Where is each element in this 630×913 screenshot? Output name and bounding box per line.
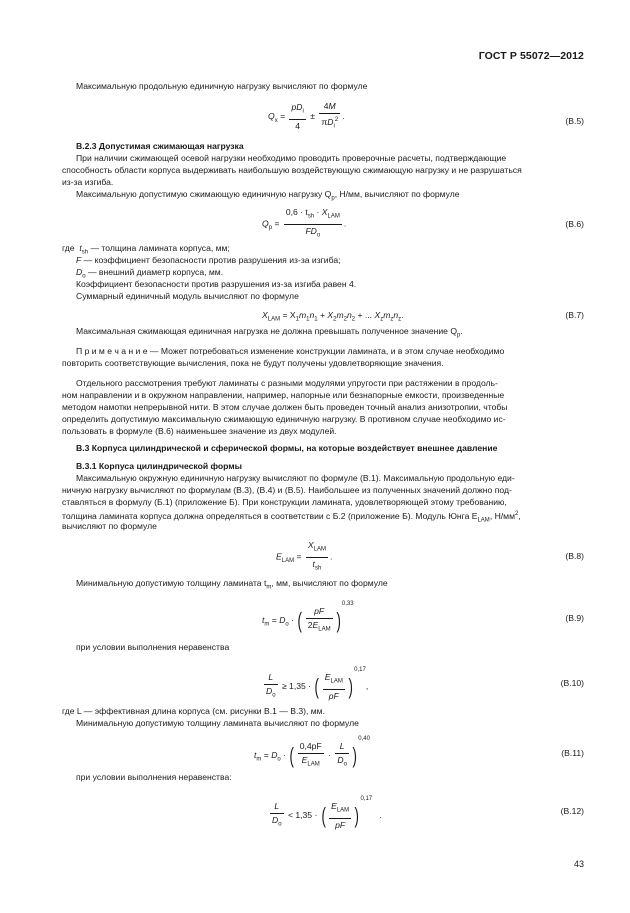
section-heading: В.2.3 Допустимая сжимающая нагрузка [76,141,244,151]
paragraph-text: ном направлении и в окружном направлении, например, напорные или безнапорные емкости, произведенные [62,390,505,400]
page-number: 43 [573,859,584,869]
definition-line: $D_o$ — внешний диаметр корпуса, мм. [76,267,224,280]
formula-b6: $Q_p$ = $0,6 \cdot t_{sh} \cdot X_{LAM}$ $FD_o$ . [262,207,347,239]
formula-b9: $t_m = D_o$ · ( pF $2E_{LAM}$ )$^{0,33}$ [262,601,354,633]
formula-b5: $Q_x$ = $pD_i$ 4 ± 4M $\pi D_i^2$ . [268,101,345,131]
paragraph-text: Суммарный единичный модуль вычисляют по формуле [76,291,299,301]
paragraph-text: Отдельного рассмотрения требуют ламинаты с разными модулями упругости при растяжении в продоль- [76,378,498,388]
note-text: повторить соответствующие вычисления, пока не будут получены удовлетворяющие значения. [62,358,444,368]
equation-number: (В.7) [565,310,584,320]
formula-b7: $X_{LAM} = X_1m_1n_1 + X_2m_2n_2$ + ... $X_zm_zn_z$. [262,310,404,323]
formula-b11: $t_m = D_o$ · ( 0,4pF $E_{LAM}$ · $\frac{L}{D_o}$ )$^{0,40}$ [254,736,370,768]
paragraph-text: Коэффициент безопасности против разрушения из-за изгиба равен 4. [76,279,357,289]
paragraph-text: Максимальная сжимающая единичная нагрузка не должна превышать полученное значение $Q_p$. [76,326,463,339]
paragraph-text: Максимальную допустимую сжимающую единичную нагрузку $Q_p$, Н/мм, вычисляют по формуле [76,189,460,202]
equation-number: (В.12) [560,806,584,816]
equation-number: (В.6) [565,219,584,229]
paragraph-text: при условии выполнения неравенства [76,642,230,652]
paragraph-text: ставляться в формулу (Б.1) (приложение Б). При конструкции ламината, удовлетворяющей этому требованию, [62,497,507,507]
paragraph-text: Максимальную продольную единичную нагрузку вычисляют по формуле [76,81,368,91]
section-heading: В.3.1 Корпуса цилиндрической формы [76,461,242,471]
equation-number: (В.11) [561,748,584,758]
definition-line: где $t_{sh}$ — толщина ламината корпуса, мм; [62,243,230,256]
paragraph-text: пользовать в формуле (В.6) наименьшее значение из двух модулей. [62,426,337,436]
definition-line: F — коэффициент безопасности против разрушения из-за изгиба; [76,255,341,265]
paragraph-text: где L — эффективная длина корпуса (см. рисунки В.1 — В.3), мм. [62,706,325,716]
equation-number: (В.10) [560,678,584,688]
paragraph-text: способность области корпуса выдерживать наибольшую воздействующую сжимающую нагрузку и не разрушаться [62,165,522,175]
section-heading: В.3 Корпуса цилиндрической и сферической формы, на которые воздействует внешнее давление [76,443,498,453]
paragraph-text: Максимальную окружную единичную нагрузку вычисляют по формуле (В.1). Максимальную продольную еди- [76,473,515,483]
paragraph-text: При наличии сжимающей осевой нагрузки необходимо проводить проверочные расчеты, подтверждающие [76,153,507,163]
formula-b8: $E_{LAM}$ = $X_{LAM}$ $t_{sh}$ . [276,540,333,572]
note-text: П р и м е ч а н и е — Может потребоваться изменение конструкции ламината, и в этом случае необходимо [76,346,505,356]
equation-number: (В.9) [565,613,584,623]
formula-b10: $\frac{L}{D_o}$ ≥ 1,35 · ( $E_{LAM}$ pF )$^{0,17}$, [266,667,369,701]
paragraph-text: Минимальную допустимую толщину ламината вычисляют по формуле [76,718,359,728]
paragraph-text: при условии выполнения неравенства: [76,772,232,782]
equation-number: (В.5) [565,116,584,126]
equation-number: (В.8) [565,551,584,561]
paragraph-text: Минимальную допустимую толщину ламината $t_m$, мм, вычисляют по формуле [76,578,388,591]
paragraph-text: методом намотки непрерывной нити. В этом случае должен быть проведен точный анализ анизотропии, чтобы [62,402,508,412]
formula-b12: $\frac{L}{D_o}$ < 1,35 · ( $E_{LAM}$ pF )$^{0,17}$ . [272,796,382,830]
standard-header: ГОСТ Р 55072—2012 [478,50,584,62]
paragraph-text: вычисляют по формуле [62,521,157,531]
paragraph-text: определить допустимую максимальную сжимающую единичную нагрузку. В противном случае необходимо ис- [62,414,506,424]
paragraph-text: из-за изгиба. [62,177,114,187]
paragraph-text: ничную нагрузку вычисляют по формулам (В.3), (В.4) и (В.5). Наибольшее из полученных значений должно под- [62,485,512,495]
paragraph-text: толщина ламината корпуса должна определяться в соответствии с Б.2 (приложение Б). Модуль Юнга $E_{LAM}$, $Н/мм^2$, [62,510,521,524]
